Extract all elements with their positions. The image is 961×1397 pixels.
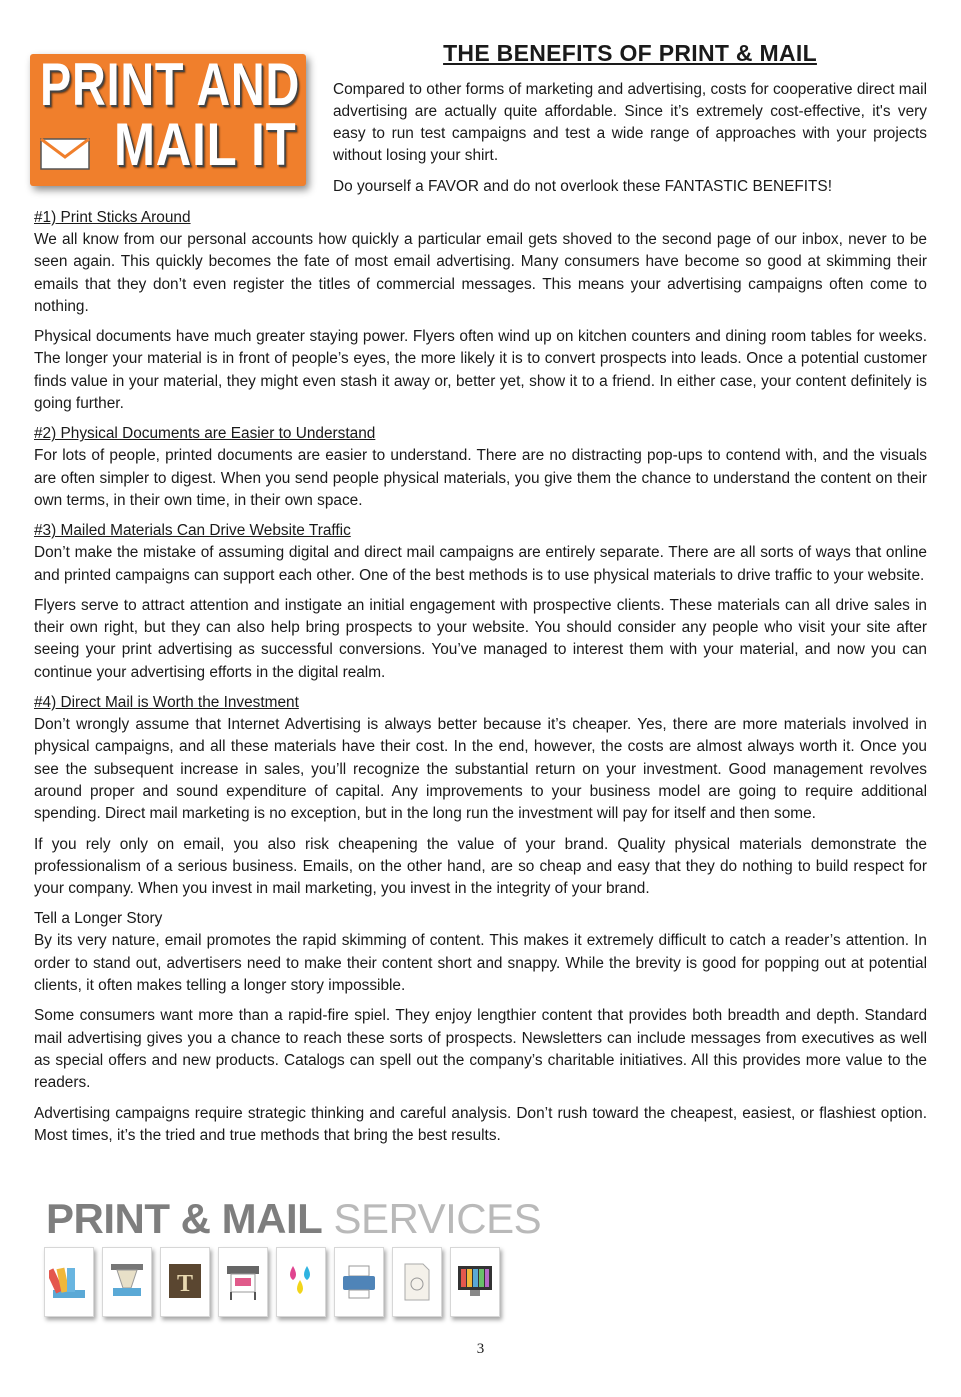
monitor-icon <box>450 1247 500 1317</box>
services-title-light: SERVICES <box>322 1195 542 1242</box>
services-banner-title <box>46 1194 541 1244</box>
section-heading: #2) Physical Documents are Easier to Understand <box>34 425 376 443</box>
section-heading: #1) Print Sticks Around <box>34 209 191 226</box>
services-icon-row <box>40 1247 520 1323</box>
article-body <box>34 207 927 1155</box>
section-paragraph: Don’t make the mistake of assuming digital and direct mail campaigns are entirely separate. There are all sorts of ways that online and printed campaigns can support each other. One of the best methods is to use physical materials to drive traffic to your website. <box>34 544 927 584</box>
plotter-icon <box>218 1247 268 1317</box>
services-title-bold: PRINT & MAIL <box>46 1195 323 1242</box>
section-drive-website-traffic <box>34 520 927 684</box>
section-paragraph: Advertising campaigns require strategic thinking and careful analysis. Don’t rush toward the cheapest, easiest, or flashiest option. Most times, it’s the tried and true methods that bring the best results. <box>34 1104 927 1144</box>
page-number: 3 <box>476 1341 485 1357</box>
section-heading: #4) Direct Mail is Worth the Investment <box>34 694 299 712</box>
color-swatch-icon <box>44 1247 94 1317</box>
section-tell-a-longer-story <box>34 908 927 1147</box>
logo-text-line1: PRINT AND <box>40 51 301 118</box>
section-worth-the-investment <box>34 692 927 900</box>
document-icon <box>392 1247 442 1317</box>
section-paragraph: Some consumers want more than a rapid-fire spiel. They enjoy lengthier content that provides both breadth and depth. Standard mail advertising gives you a chance to reach these sorts of prospects. Newsletters can include messages from executives as well as special offers and new products. Catalogs can spell out the company’s charitable initiatives. All this provides more value to the readers. <box>34 1007 927 1092</box>
logo-text-line2: MAIL IT <box>114 111 297 178</box>
section-heading: Tell a Longer Story <box>34 910 163 928</box>
envelope-icon <box>40 138 90 170</box>
section-paragraph: Flyers serve to attract attention and instigate an initial engagement with prospective clients. These materials can all drive sales in their own right, but they can also help bring prospects to your website. You should consider any people who visit your site after seeing your print advertising as successful conversions. You’ve managed to interest them with your material, and now you can continue your advertising efforts in the digital realm. <box>34 596 927 681</box>
svg-text:T: T <box>176 1271 194 1297</box>
page-title: THE BENEFITS OF PRINT & MAIL <box>443 40 817 66</box>
section-paragraph: Don’t wrongly assume that Internet Advertising is always better because it’s cheaper. Yes, there are more materials involved in physical campaigns, and all these materials have their cost. In the end, however, the costs are almost always worth it. Once you see the subsequent increase in sales, you’ll recognize the substantial return on your investment. Good management revolves around proper and sound expenditure of capital. Any improvements to your business model are going to require additional spending. Direct mail marketing is no exception, but in the long run the investment will pay for itself and then some. <box>34 716 927 823</box>
section-paragraph: If you rely only on email, you also risk cheapening the value of your brand. Quality physical materials demonstrate the professionalism of a serious business. Emails, on the other hand, are so cheap and easy that they do nothing to build respect for your company. When you invest in mail marketing, you invest in the integrity of your brand. <box>34 835 927 898</box>
print-and-mail-it-logo <box>24 46 314 196</box>
section-easier-to-understand <box>34 423 927 512</box>
typography-icon <box>160 1247 210 1317</box>
large-format-printer-icon <box>102 1247 152 1317</box>
ink-drops-icon <box>276 1247 326 1317</box>
section-paragraph: Physical documents have much greater staying power. Flyers often wind up on kitchen counters and dining room tables for weeks. The longer your material is in front of people’s eyes, the more likely it is to convert prospects into leads. Once a potential customer finds value in your material, they might even stash it away or, better yet, show it to a friend. In either case, your content definitely is going further. <box>34 328 927 413</box>
section-paragraph: By its very nature, email promotes the rapid skimming of content. This makes it extremely difficult to catch a reader’s attention. In order to stand out, advertisers need to make their content short and snappy. While the brevity is good for popping out at potential clients, it often makes telling a longer story impossible. <box>34 932 927 995</box>
printer-icon <box>334 1247 384 1317</box>
section-paragraph: We all know from our personal accounts how quickly a particular email gets shoved to the second page of our inbox, never to be seen again. This quickly becomes the fate of most email advertising. Many consumers have become so good at skimming their emails that they don’t even register the titles of commercial messages. This means your advertising campaigns often come to nothing. <box>34 231 927 315</box>
intro-paragraph: Compared to other forms of marketing and advertising, costs for cooperative direct mail advertising are actually quite affordable. Since it’s extremely cost-effective, it's very easy to run test campaigns and test a wide range of approaches with your projects without losing your shirt. <box>333 81 927 164</box>
section-heading: #3) Mailed Materials Can Drive Website Traffic <box>34 522 351 540</box>
section-print-sticks-around <box>34 207 927 415</box>
section-paragraph: For lots of people, printed documents are easier to understand. There are no distracting pop-ups to contend with, and the visuals are often simpler to digest. When you send people physical materials, you give them the chance to understand the content on their own terms, in their own time, in their own space. <box>34 447 927 509</box>
intro-callout: Do yourself a FAVOR and do not overlook these FANTASTIC BENEFITS! <box>333 178 832 195</box>
